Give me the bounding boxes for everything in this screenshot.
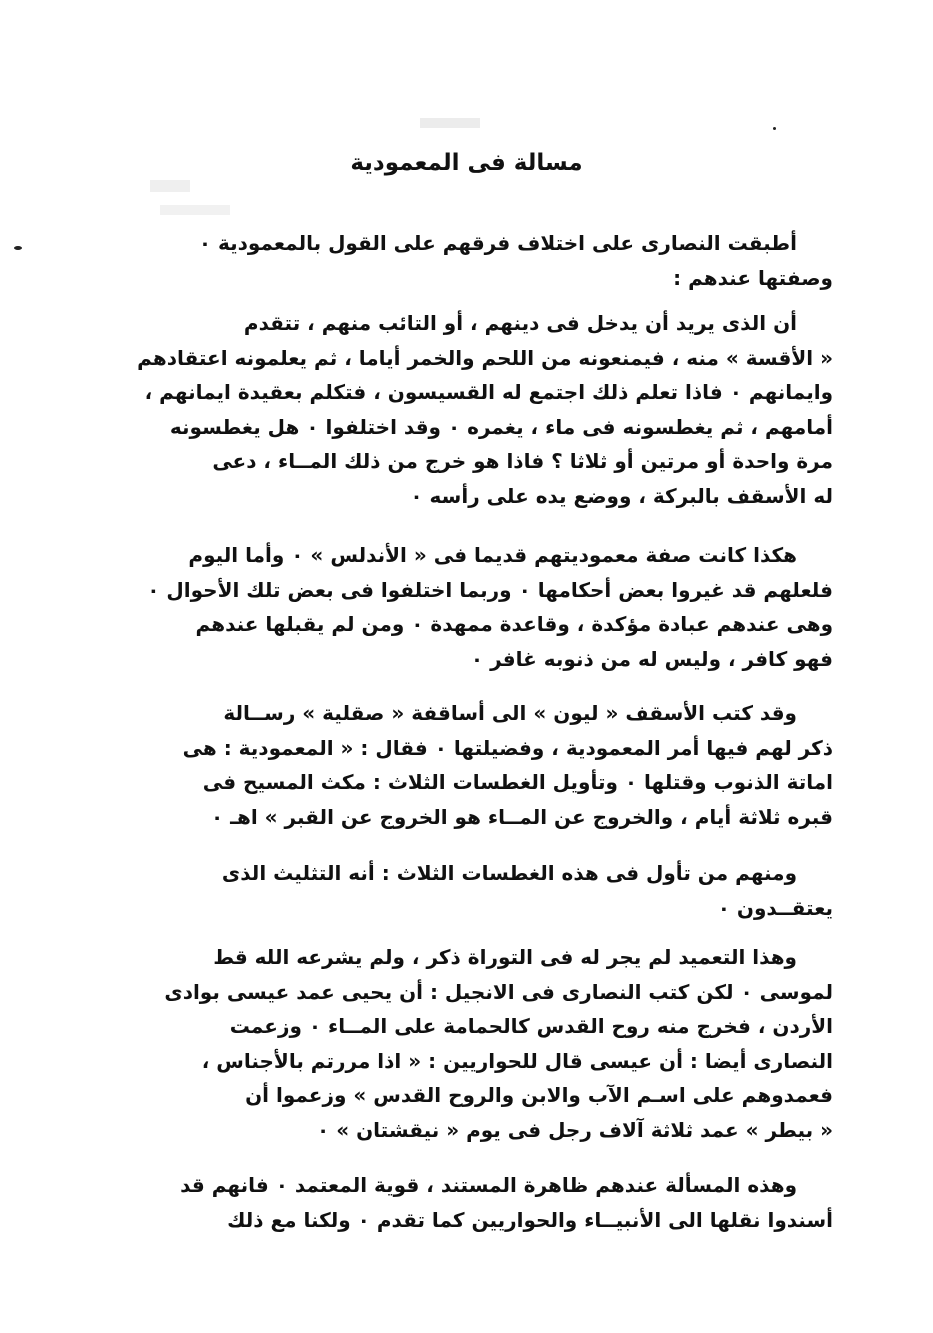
text-line: أن الذى يريد أن يدخل فى دينهم ، أو التائب منهم ، تتقدم [243, 311, 797, 335]
text-line: وايمانهم ٠ فاذا تعلم ذلك اجتمع له القسيسون ، فتكلم بعقيدة ايمانهم ، [144, 380, 833, 404]
text-line: فهو كافر ، وليس له من ذنوبه غافر ٠ [470, 646, 833, 671]
text-line: له الأسقف بالبركة ، ووضع يده على رأسه ٠ [410, 483, 833, 508]
text-line: وهى عندهم عبادة مؤكدة ، وقاعدة ممهدة ٠ ومن لم يقبلها عندهم [195, 612, 833, 636]
margin-speck [773, 127, 776, 130]
text-line: مرة واحدة أو مرتين أو ثلاثا ؟ فاذا هو خرج من ذلك المــاء ، دعى [212, 449, 833, 473]
text-line: فعمدوهم على اسـم الآب والابن والروح القدس » وزعموا أن [245, 1083, 833, 1107]
chapter-heading: مسالة فى المعمودية [350, 150, 583, 176]
paragraph [125, 1168, 833, 1237]
text-line: الأردن ، فخرج منه روح القدس كالحمامة على المــاء ٠ وزعمت [229, 1014, 833, 1038]
text-line: النصارى أيضا : أن عيسى قال للحواريين : « اذا مررتم بالأجناس ، [201, 1048, 833, 1073]
bleed-through-mark [420, 118, 480, 128]
paragraph [125, 856, 833, 925]
paragraph [125, 306, 833, 513]
bleed-through-mark [150, 180, 190, 192]
paragraph [125, 940, 833, 1147]
text-line: وصفتها عندهم : [673, 265, 833, 290]
text-line: اماتة الذنوب وقتلها ٠ وتأويل الغطسات الثلاث : مكث المسيح فى [202, 770, 833, 794]
paragraph [125, 538, 833, 676]
text-line: وهذه المسألة عندهم ظاهرة المستند ، قوية المعتمد ٠ فانهم قد [180, 1173, 797, 1197]
text-line: قبره ثلاثة أيام ، والخروج عن المــاء هو الخروج عن القبر » اهـ ٠ [210, 804, 833, 829]
text-line: هكذا كانت صفة معموديتهم قديما فى « الأندلس » ٠ وأما اليوم [188, 543, 797, 567]
text-line: يعتقــدون ٠ [717, 895, 833, 920]
text-line: أمامهم ، ثم يغطسونه فى ماء ، يغمره ٠ وقد اختلفوا ٠ هل يغطسونه [169, 414, 833, 439]
text-line: أطبقت النصارى على اختلاف فرقهم على القول بالمعمودية ٠ [198, 231, 797, 255]
text-line: ومنهم من تأول فى هذه الغطسات الثلاث : أنه التثليث الذى [221, 861, 797, 885]
text-line: ذكر لهم فيها أمر المعمودية ، وفضيلتها ٠ فقال : « المعمودية : هى [182, 735, 833, 760]
paragraph [125, 696, 833, 834]
margin-speck [14, 246, 22, 250]
text-line: فلعلهم قد غيروا بعض أحكامها ٠ وربما اختلفوا فى بعض تلك الأحوال ٠ [147, 577, 833, 602]
text-line: وقد كتب الأسقف « ليون » الى أساقفة « صقلية » رســالة [223, 701, 797, 725]
bleed-through-mark [160, 205, 230, 215]
text-line: لموسى ٠ لكن كتب النصارى فى الانجيل : أن يحيى عمد عيسى بوادى [164, 979, 833, 1004]
paragraph [125, 226, 833, 295]
text-line: « بيطر » عمد ثلاثة آلاف رجل فى يوم « نيقشتان » ٠ [317, 1117, 833, 1142]
text-line: « الأقسة » منه ، فيمنعونه من اللحم والخمر أياما ، ثم يعلمونه اعتقادهم [137, 345, 833, 370]
text-line: وهذا التعميد لم يجر له فى التوراة ذكر ، ولم يشرعه الله قط [213, 945, 797, 969]
text-line: أسندوا نقلها الى الأنبيــاء والحواريين كما تقدم ٠ ولكنا مع ذلك [227, 1207, 833, 1232]
